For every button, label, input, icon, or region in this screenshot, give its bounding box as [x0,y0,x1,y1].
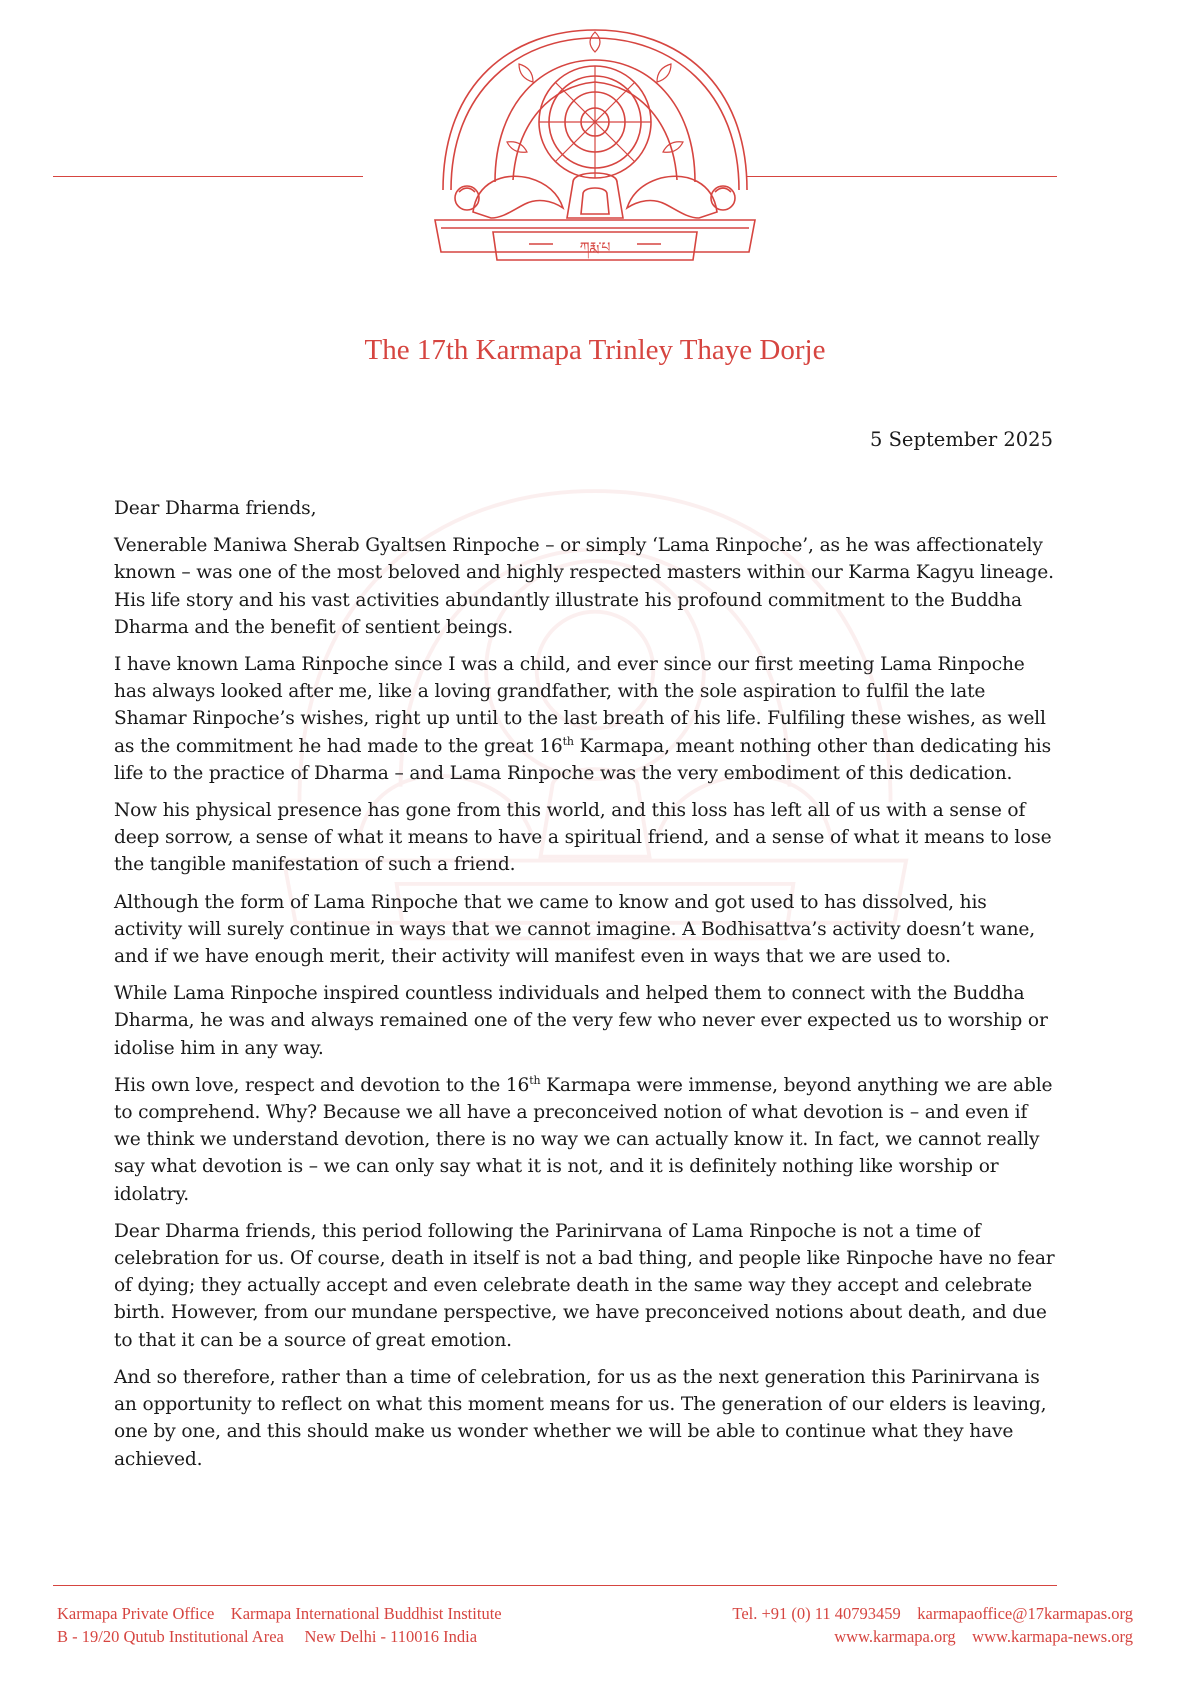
paragraph: Dear Dharma friends, this period following the Parinirvana of Lama Rinpoche is not a time of celebration for us. Of course, death in itself is not a bad thing, and people like Rinpoche have no fear of dying; they actually accept and even celebrate death in the same way they accept and celebrate birth. However, from our mundane perspective, we have preconceived notions about death, and due to that it can be a source of great emotion. [114,1220,1055,1351]
paragraph-text: Karmapa were immense, beyond anything we are able to comprehend. Why? Because we all have a preconceived notion of what devotion is – and even if we think we understand devotion, there is no way we can actually know it. In fact, we cannot really say what devotion is – we can only say what it is not, and it is definitely nothing like worship or idolatry. [114,1074,1053,1205]
paragraph [114,651,1059,787]
footer-phone-email-line: Tel. +91 (0) 11 40793459 karmapaoffice@17karmapas.org [732,1604,1133,1623]
paragraph: Venerable Maniwa Sherab Gyaltsen Rinpoche – or simply ‘Lama Rinpoche’, as he was affectionately known – was one of the most beloved and highly respected masters within our Karma Kagyu lineage. His life story and his vast activities abundantly illustrate his profound commitment to the Buddha Dharma and the benefit of sentient beings. [114,535,1054,638]
paragraph [114,1072,1059,1208]
header-rule-right [747,176,1057,177]
footer-contact [732,1602,1133,1648]
header-rule-left [53,176,363,177]
footer-address [57,1602,502,1648]
footer-office-line: Karmapa Private Office Karmapa International Buddhist Institute [57,1604,502,1623]
paragraph: Although the form of Lama Rinpoche that we came to know and got used to has dissolved, his activity will surely continue in ways that we cannot imagine. A Bodhisattva’s activity doesn’t wane, and if we have enough merit, their activity will manifest even in ways that we are used to. [114,891,1036,968]
letter-date: 5 September 2025 [869,428,1053,451]
letter-body [114,495,1059,1483]
ordinal-suffix: th [562,734,574,748]
paragraph-text: I have known Lama Rinpoche since I was a child, and ever since our first meeting Lama Rinpoche has always looked after me, like a loving grandfather, with the sole aspiration to fulfil the late Shamar Rinpoche’s wishes, right up until to the last breath of his life. Fulfiling these wishes, as well as the commitment he had made to the great 16 [114,654,1046,757]
karmapa-seal-icon [433,22,757,294]
paragraph: And so therefore, rather than a time of celebration, for us as the next generation this Parinirvana is an opportunity to reflect on what this moment means for us. The generation of our elders is leaving, one by one, and this should make us wonder whether we will be able to continue what they have achieved. [114,1366,1047,1470]
footer-street-line: B - 19/20 Qutub Institutional Area New Delhi - 110016 India [57,1627,478,1646]
seal-text: ཀརྨ་པ [579,240,611,256]
paragraph: Now his physical presence has gone from this world, and this loss has left all of us with a sense of deep sorrow, a sense of what it means to have a spiritual friend, and a sense of what it means to lose the tangible manifestation of such a friend. [114,800,1052,876]
footer-websites-line: www.karmapa.org www.karmapa-news.org [834,1627,1133,1646]
ordinal-suffix: th [529,1073,541,1087]
salutation: Dear Dharma friends, [114,498,317,519]
paragraph-text: Karmapa, meant nothing other than dedicating his life to the practice of Dharma – and Lama Rinpoche was the very embodiment of this dedication. [114,735,1051,784]
footer-rule [53,1585,1057,1586]
paragraph-text: His own love, respect and devotion to the 16 [114,1074,530,1096]
letterhead-title: The 17th Karmapa Trinley Thaye Dorje [364,334,826,366]
paragraph: While Lama Rinpoche inspired countless individuals and helped them to connect with the Buddha Dharma, he was and always remained one of the very few who never ever expected us to worship or idolise him in any way. [114,983,1048,1059]
